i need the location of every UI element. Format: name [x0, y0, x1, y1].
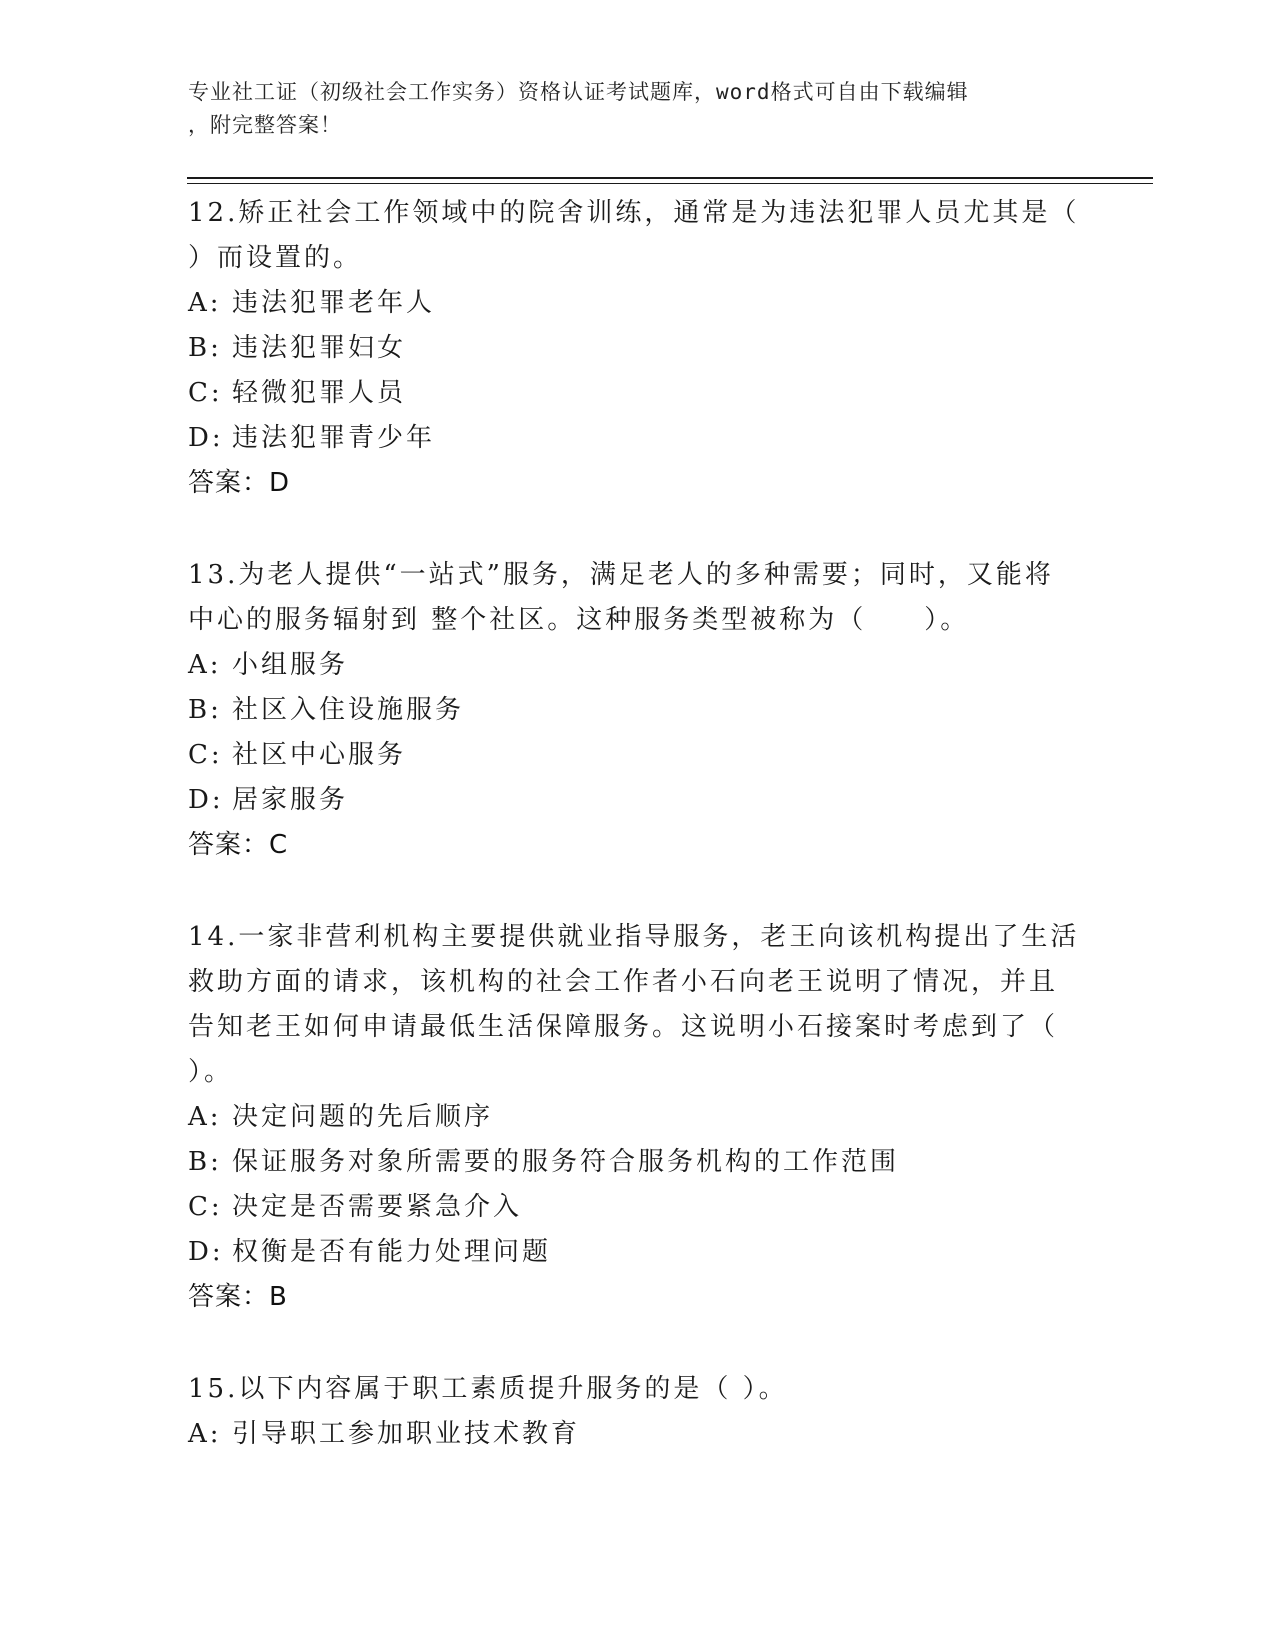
option-text: 违法犯罪妇女	[232, 333, 407, 363]
question-14	[188, 914, 1088, 1320]
answer-line: 答案：B	[188, 1282, 288, 1312]
stem-line: 中心的服务辐射到 整个社区。这种服务类型被称为（ ）。	[188, 605, 970, 635]
option-a	[188, 643, 1088, 688]
question-stem	[188, 190, 1088, 281]
option-text: 轻微犯罪人员	[232, 378, 407, 408]
header-divider-thin	[187, 183, 1153, 184]
option-text: 决定是否需要紧急介入	[232, 1192, 523, 1222]
stem-line: ）。	[188, 1057, 234, 1087]
option-key: A:	[188, 650, 222, 680]
stem-line: 15.以下内容属于职工素质提升服务的是（ ）。	[188, 1374, 788, 1404]
stem-line: 14.一家非营利机构主要提供就业指导服务，老王向该机构提出了生活	[188, 922, 1080, 952]
option-text: 居家服务	[232, 785, 349, 815]
document-header	[188, 76, 1068, 142]
option-key: A:	[188, 1102, 222, 1132]
option-d	[188, 1230, 1088, 1275]
option-text: 引导职工参加职业技术教育	[232, 1419, 581, 1449]
header-divider-thick	[187, 177, 1153, 179]
question-list	[188, 190, 1088, 1457]
option-text: 决定问题的先后顺序	[232, 1102, 494, 1132]
option-text: 社区入住设施服务	[232, 695, 465, 725]
header-line-2: ，附完整答案！	[188, 113, 342, 137]
option-text: 违法犯罪青少年	[232, 423, 436, 453]
option-text: 社区中心服务	[232, 740, 407, 770]
question-stem	[188, 914, 1088, 1095]
question-stem	[188, 552, 1088, 643]
option-b	[188, 688, 1088, 733]
header-line-1: 专业社工证（初级社会工作实务）资格认证考试题库，word格式可自由下载编辑	[188, 80, 969, 104]
stem-line: ）而设置的。	[188, 243, 363, 273]
option-key: D:	[188, 785, 224, 815]
stem-line: 告知老王如何申请最低生活保障服务。这说明小石接案时考虑到了（	[188, 1012, 1059, 1042]
option-b	[188, 326, 1088, 371]
question-13	[188, 552, 1088, 868]
option-key: B:	[188, 333, 222, 363]
question-stem	[188, 1366, 1088, 1412]
stem-line: 13.为老人提供“一站式”服务，满足老人的多种需要；同时，又能将	[188, 560, 1054, 590]
option-key: A:	[188, 1419, 222, 1449]
option-key: B:	[188, 1147, 222, 1177]
option-key: D:	[188, 423, 224, 453]
option-a	[188, 1095, 1088, 1140]
option-text: 小组服务	[232, 650, 349, 680]
option-key: D:	[188, 1237, 224, 1267]
option-c	[188, 1185, 1088, 1230]
answer-line: 答案：C	[188, 830, 289, 860]
option-b	[188, 1140, 1088, 1185]
question-15	[188, 1366, 1088, 1457]
option-key: C:	[188, 378, 223, 408]
option-text: 权衡是否有能力处理问题	[232, 1237, 552, 1267]
option-key: A:	[188, 288, 222, 318]
option-key: C:	[188, 1192, 223, 1222]
option-text: 违法犯罪老年人	[232, 288, 436, 318]
option-c	[188, 733, 1088, 778]
stem-line: 12.矫正社会工作领域中的院舍训练，通常是为违法犯罪人员尤其是（	[188, 198, 1080, 228]
option-d	[188, 416, 1088, 461]
stem-line: 救助方面的请求，该机构的社会工作者小石向老王说明了情况，并且	[188, 967, 1059, 997]
option-c	[188, 371, 1088, 416]
option-key: B:	[188, 695, 222, 725]
option-d	[188, 778, 1088, 823]
option-key: C:	[188, 740, 223, 770]
option-a	[188, 281, 1088, 326]
answer-line: 答案：D	[188, 468, 291, 498]
question-12	[188, 190, 1088, 506]
option-text: 保证服务对象所需要的服务符合服务机构的工作范围	[232, 1147, 900, 1177]
option-a	[188, 1412, 1088, 1457]
